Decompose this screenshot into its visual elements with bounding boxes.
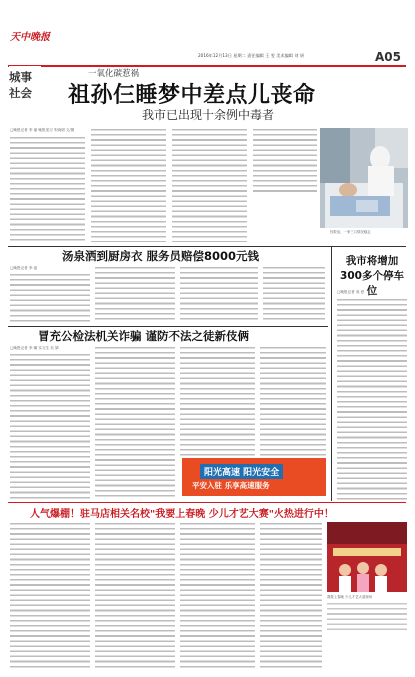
bottom-photo-caption: 我要上春晚 少儿才艺大赛现场 <box>327 595 373 599</box>
page-date-line: 2016年12月13日 星期二 责任编辑 王 雯 美术编辑 刘 妍 <box>198 53 305 58</box>
ad-banner <box>182 458 326 496</box>
story4-byline: □晚报记者 高 爱 <box>337 290 365 294</box>
lead-text-col3 <box>172 128 247 242</box>
section-label-line1: 城事 <box>9 70 32 84</box>
bottom-headline: 人气爆棚！驻马店相关名校"我要上春晚 少儿才艺大赛"火热进行中！ <box>30 509 334 520</box>
story3-headline: 冒充公检法机关诈骗 谨防不法之徒新伎俩 <box>38 329 250 343</box>
lead-photo-caption: 经救治，一家三口情况稳定 <box>330 230 371 234</box>
divider-2 <box>8 326 328 327</box>
section-label <box>9 66 41 110</box>
lead-headline: 祖孙仨睡梦中差点儿丧命 <box>68 83 316 108</box>
story2-headline: 汤泉洒到厨房衣 服务员赔偿8000元钱 <box>62 249 260 263</box>
story3-text-col2 <box>95 346 175 499</box>
story2-text-col4 <box>263 266 325 323</box>
story4-text <box>337 298 407 500</box>
story4-headline: 我市将增加300多个停车位 <box>340 255 404 297</box>
ad-line1: 阳光高速 阳光安全 <box>200 464 283 479</box>
story2-byline: □晚报记者 李 晶 <box>10 266 38 270</box>
masthead-rule <box>8 65 406 67</box>
divider-1 <box>8 246 406 247</box>
newspaper-logo: 天中晚报 <box>10 32 50 43</box>
bottom-section-rule <box>8 502 406 503</box>
story2-text-col1 <box>10 273 90 323</box>
stage-performance-image <box>327 522 407 592</box>
bottom-text-col2 <box>95 522 175 670</box>
section-label-line2: 社会 <box>9 86 32 100</box>
lead-text-col1 <box>10 136 85 242</box>
lead-text-col4 <box>253 128 317 194</box>
story2-text-col3 <box>180 266 258 323</box>
bottom-caption-text <box>327 602 407 632</box>
bottom-photo <box>327 522 407 592</box>
bottom-text-col3 <box>180 522 255 670</box>
bottom-text-col4 <box>260 522 322 670</box>
story3-text-col4 <box>260 346 326 456</box>
lead-text-col2 <box>91 128 166 242</box>
story2-text-col2 <box>95 266 175 323</box>
page-number: A05 <box>375 50 401 64</box>
lead-kicker: 一氧化碳惹祸 <box>88 69 140 79</box>
story3-text-col3 <box>180 346 255 456</box>
lead-subheadline: 我市已出现十余例中毒者 <box>142 108 275 122</box>
hospital-scene-image <box>320 128 408 228</box>
ad-line2: 平安入驻 乐享高速服务 <box>192 481 270 490</box>
story3-text-col1 <box>10 353 90 499</box>
story3-byline: □晚报记者 李 娜 实习生 吴 婧 <box>10 346 59 350</box>
bottom-text-col1 <box>10 522 90 670</box>
lead-photo <box>320 128 408 228</box>
lead-byline: □晚报记者 李 丽 晚报见习 朱晓明 文/图 <box>10 128 75 132</box>
divider-v <box>331 246 332 501</box>
